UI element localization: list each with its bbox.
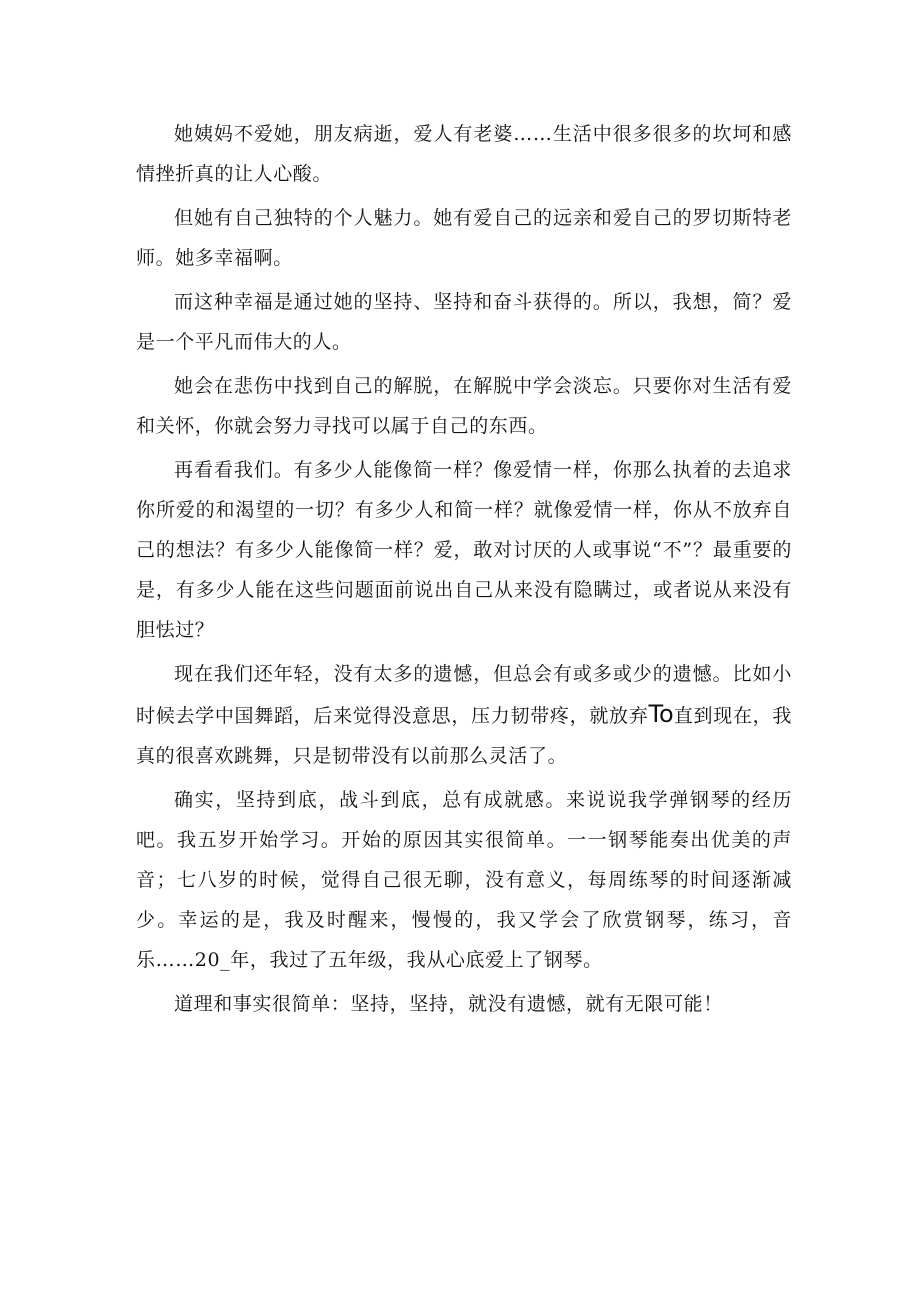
document-body — [136, 114, 792, 1028]
paragraph-2: 但她有自己独特的个人魅力。她有爱自己的远亲和爱自己的罗切斯特老师。她多幸福啊。 — [136, 207, 792, 269]
paragraph-6-fragment: To — [648, 700, 674, 728]
paragraph-1: 她姨妈不爱她，朋友病逝，爱人有老婆……生活中很多很多的坎坷和感情挫折真的让人心酸。 — [136, 123, 792, 185]
paragraph-3: 而这种幸福是通过她的坚持、坚持和奋斗获得的。所以，我想，简？爱是一个平凡而伟大的人。 — [136, 291, 792, 353]
paragraph-5: 再看看我们。有多少人能像简一样？像爱情一样，你那么执着的去追求你所爱的和渴望的一切？有多少人和简一样？就像爱情一样，你从不放弃自己的想法？有多少人能像简一样？爱，敢对讨厌的人或事说“不”？最重要的是，有多少人能在这些问题面前说出自己从来没有隐瞒过，或者说从来没有胆怯过？ — [136, 459, 792, 641]
paragraph-4: 她会在悲伤中找到自己的解脱，在解脱中学会淡忘。只要你对生活有爱和关怀，你就会努力寻找可以属于自己的东西。 — [136, 375, 792, 437]
paragraph-6-text-after: 直到现在，我真的很喜欢跳舞，只是韧带没有以前那么灵活了。 — [136, 705, 792, 767]
paragraph-8: 道理和事实很简单：坚持，坚持，就没有遗憾，就有无限可能！ — [174, 993, 723, 1015]
paragraph-7: 确实，坚持到底，战斗到底，总有成就感。来说说我学弹钢琴的经历吧。我五岁开始学习。开始的原因其实很简单。一一钢琴能奏出优美的声音；七八岁的时候，觉得自己很无聊，没有意义，每周练琴的时间逐渐减少。幸运的是，我及时醒来，慢慢的，我又学会了欣赏钢琴，练习，音乐……20_年，我过了五年级，我从心底爱上了钢琴。 — [136, 789, 792, 971]
paragraph-6-text-before: 现在我们还年轻，没有太多的遗憾，但总会有或多或少的遗憾。比如小时候去学中国舞蹈，后来觉得没意思，压力韧带疼，就放弃 — [136, 663, 792, 727]
paragraph-6 — [136, 654, 792, 776]
